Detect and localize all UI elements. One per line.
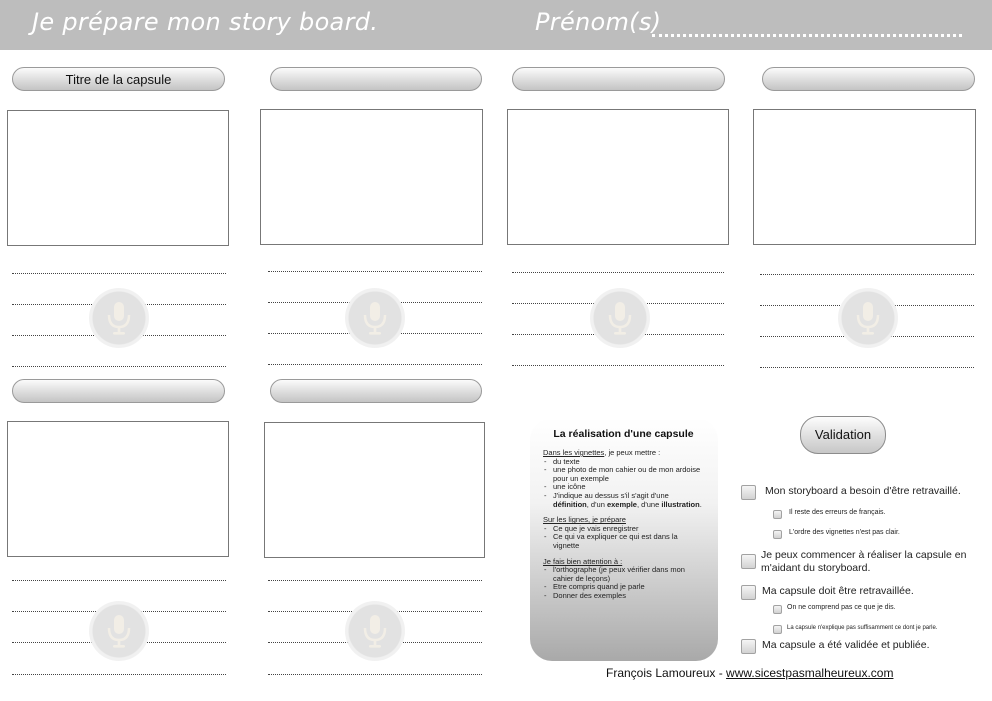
- author-name: François Lamoureux -: [606, 666, 727, 680]
- checkbox-icon[interactable]: [741, 485, 756, 500]
- header-bar: [0, 0, 992, 50]
- first-name-label: Prénom(s): [535, 8, 662, 36]
- page-title: Je prépare mon story board.: [32, 8, 379, 36]
- microphone-icon[interactable]: [345, 288, 405, 348]
- panel-title-field-5[interactable]: [12, 379, 225, 403]
- script-line[interactable]: [12, 273, 226, 274]
- microphone-icon[interactable]: [345, 601, 405, 661]
- instructions-section-attention: [543, 558, 704, 601]
- capsule-title-field[interactable]: [12, 67, 225, 91]
- instructions-section-vignettes: [543, 449, 704, 509]
- section-heading: Dans les vignettes: [543, 448, 605, 457]
- storyboard-frame-3[interactable]: [507, 109, 729, 245]
- checkbox-icon[interactable]: [741, 585, 756, 600]
- checkbox-icon[interactable]: [773, 530, 782, 539]
- instructions-section-lines: [543, 516, 704, 550]
- option-capsule-rework: Ma capsule doit être retravaillée.: [762, 585, 914, 597]
- checkbox-icon[interactable]: [741, 554, 756, 569]
- list-item: - du texte: [553, 458, 704, 467]
- list-item: - l'orthographe (je peux vérifier dans mon cahier de leçons): [553, 566, 704, 583]
- checkbox-icon[interactable]: [741, 639, 756, 654]
- script-line[interactable]: [12, 580, 226, 581]
- section-heading: Sur les lignes, je prépare: [543, 515, 626, 525]
- option-validated: Ma capsule a été validée et publiée.: [762, 639, 930, 651]
- website-link[interactable]: www.sicestpasmalheureux.com: [726, 666, 894, 680]
- panel-title-field-3[interactable]: [512, 67, 725, 91]
- option-not-explained: La capsule n'explique pas suffisamment ce dont je parle.: [787, 625, 938, 631]
- option-french-errors: Il reste des erreurs de français.: [789, 509, 886, 516]
- panel-title-field-4[interactable]: [762, 67, 975, 91]
- option-needs-rework-storyboard: Mon storyboard a besoin d'être retravaillé.: [765, 485, 961, 497]
- script-line[interactable]: [268, 674, 482, 675]
- script-line[interactable]: [268, 271, 482, 272]
- script-line[interactable]: [12, 366, 226, 367]
- option-can-start: Je peux commencer à réaliser la capsule en m'aidant du storyboard.: [761, 549, 967, 574]
- microphone-icon[interactable]: [590, 288, 650, 348]
- footer-credit: [606, 666, 893, 680]
- script-line[interactable]: [512, 365, 724, 366]
- capsule-title-label: Titre de la capsule: [65, 72, 172, 87]
- list-item: - Donner des exemples: [553, 592, 704, 601]
- storyboard-frame-4[interactable]: [753, 109, 976, 245]
- first-name-field[interactable]: [652, 34, 962, 37]
- panel-title-field-6[interactable]: [270, 379, 482, 403]
- section-heading: Je fais bien attention à :: [543, 556, 623, 566]
- list-item: - Ce qui va expliquer ce qui est dans la vignette: [553, 533, 704, 550]
- option-order-unclear: L'ordre des vignettes n'est pas clair.: [789, 529, 900, 536]
- panel-title-field-2[interactable]: [270, 67, 482, 91]
- microphone-icon[interactable]: [89, 288, 149, 348]
- section-intro: , je peux mettre :: [604, 448, 661, 457]
- script-line[interactable]: [12, 674, 226, 675]
- list-item: - une icône: [553, 483, 704, 492]
- list-item: - Ce que je vais enregistrer: [553, 525, 704, 534]
- script-line[interactable]: [268, 580, 482, 581]
- script-line[interactable]: [268, 364, 482, 365]
- storyboard-frame-5[interactable]: [7, 421, 229, 557]
- microphone-icon[interactable]: [89, 601, 149, 661]
- list-item: - Etre compris quand je parle: [553, 583, 704, 592]
- list-item: - une photo de mon cahier ou de mon ardoise pour un exemple: [553, 466, 704, 483]
- checkbox-icon[interactable]: [773, 605, 782, 614]
- script-line[interactable]: [760, 367, 974, 368]
- instructions-title: La réalisation d'une capsule: [553, 428, 694, 440]
- option-not-understood: On ne comprend pas ce que je dis.: [787, 604, 896, 611]
- microphone-icon[interactable]: [838, 288, 898, 348]
- list-item: - J'indique au dessus s'il s'agit d'une définition, d'un exemple, d'une illustration.: [553, 492, 704, 509]
- script-line[interactable]: [760, 274, 974, 275]
- checkbox-icon[interactable]: [773, 625, 782, 634]
- storyboard-frame-1[interactable]: [7, 110, 229, 246]
- storyboard-frame-6[interactable]: [264, 422, 485, 558]
- checkbox-icon[interactable]: [773, 510, 782, 519]
- instructions-box: [530, 418, 718, 661]
- script-line[interactable]: [512, 272, 724, 273]
- storyboard-frame-2[interactable]: [260, 109, 483, 245]
- validation-button[interactable]: Validation: [800, 416, 886, 454]
